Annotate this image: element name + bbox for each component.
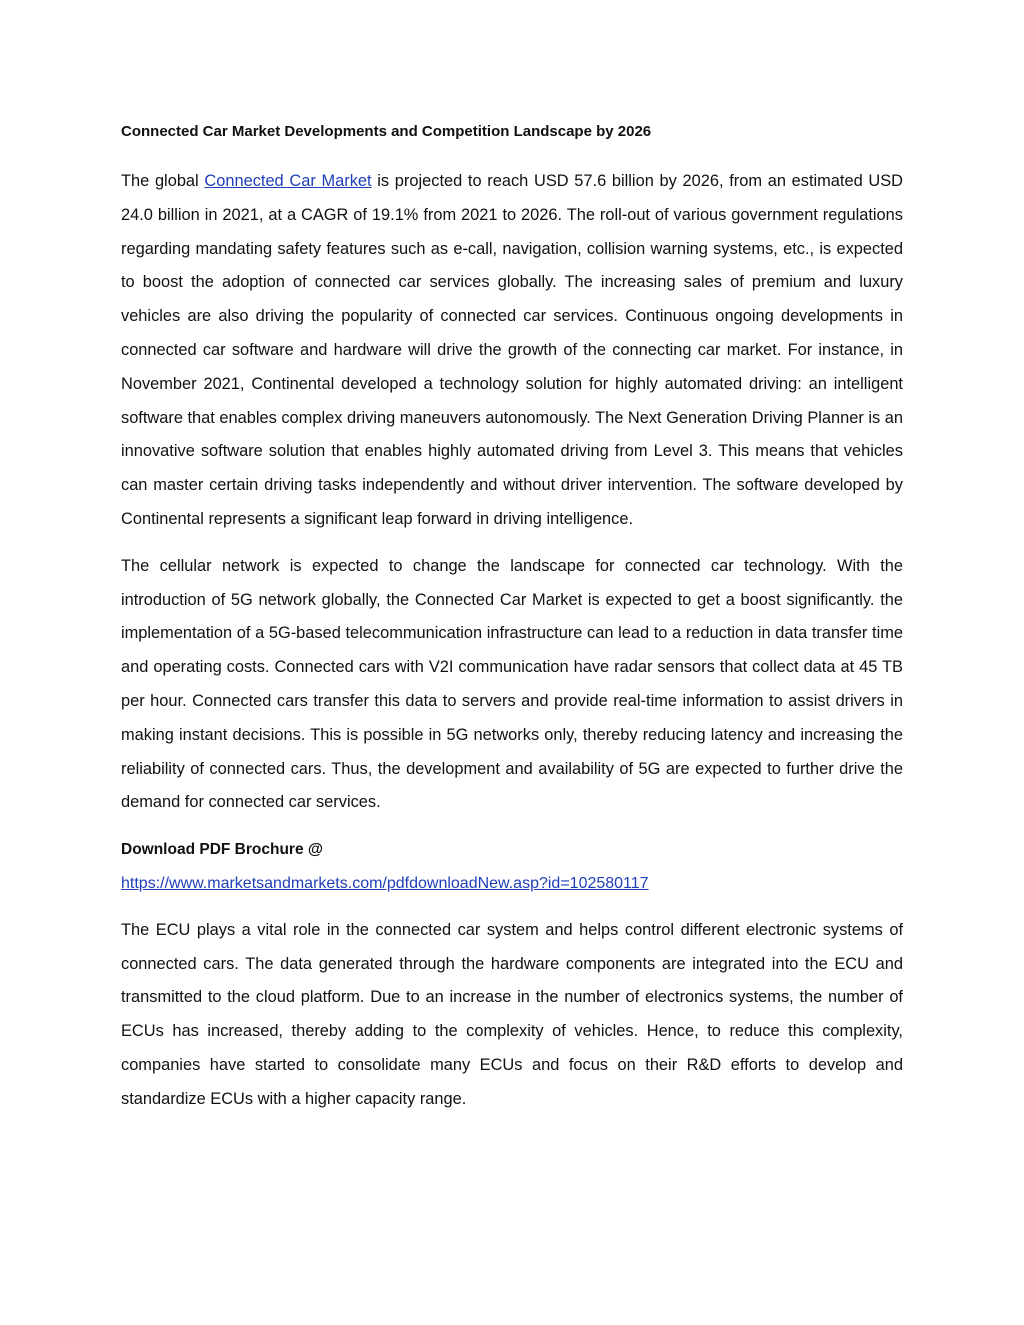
- connected-car-market-link[interactable]: Connected Car Market: [204, 172, 372, 190]
- paragraph-cellular-network: The cellular network is expected to change the landscape for connected car technology. With the introduction of 5G network globally, the Connected Car Market is expected to get a boost significantly. the implementation of a 5G-based telecommunication infrastructure can lead to a reduction in data transfer time and operating costs. Connected cars with V2I communication have radar sensors that collect data at 45 TB per hour. Connected cars transfer this data to servers and provide real-time information to assist drivers in making instant decisions. This is possible in 5G networks only, thereby reducing latency and increasing the reliability of connected cars. Thus, the development and availability of 5G are expected to further drive the demand for connected car services.: [121, 556, 903, 812]
- document-page: [121, 118, 903, 1130]
- brochure-label: Download PDF Brochure @: [121, 841, 323, 859]
- brochure-download-link[interactable]: https://www.marketsandmarkets.com/pdfdownloadNew.asp?id=102580117: [121, 874, 649, 892]
- document-title: Connected Car Market Developments and Competition Landscape by 2026: [121, 123, 652, 140]
- paragraph-market-overview-rest: is projected to reach USD 57.6 billion by 2026, from an estimated USD 24.0 billion in 2021, at a CAGR of 19.1% from 2021 to 2026. The roll-out of various government regulations regarding mandating safety features such as e-call, navigation, collision warning systems, etc., is expected to boost the adoption of connected car services globally. The increasing sales of premium and luxury vehicles are also driving the popularity of connected car services. Continuous ongoing developments in connected car software and hardware will drive the growth of the connecting car market. For instance, in November 2021, Continental developed a technology solution for highly automated driving: an intelligent software that enables complex driving maneuvers autonomously. The Next Generation Driving Planner is an innovative software solution that enables highly automated driving from Level 3. This means that vehicles can master certain driving tasks independently and without driver intervention. The software developed by Continental represents a significant leap forward in driving intelligence.: [121, 172, 903, 528]
- paragraph-market-overview: [121, 165, 903, 537]
- paragraph-ecu: The ECU plays a vital role in the connected car system and helps control different electronic systems of connected cars. The data generated through the hardware components are integrated into the ECU and transmitted to the cloud platform. Due to an increase in the number of electronics systems, the number of ECUs has increased, thereby adding to the complexity of vehicles. Hence, to reduce this complexity, companies have started to consolidate many ECUs and focus on their R&D efforts to develop and standardize ECUs with a higher capacity range.: [121, 920, 903, 1108]
- brochure-link-line: [121, 867, 903, 901]
- paragraph-market-overview-intro: The global: [121, 172, 205, 190]
